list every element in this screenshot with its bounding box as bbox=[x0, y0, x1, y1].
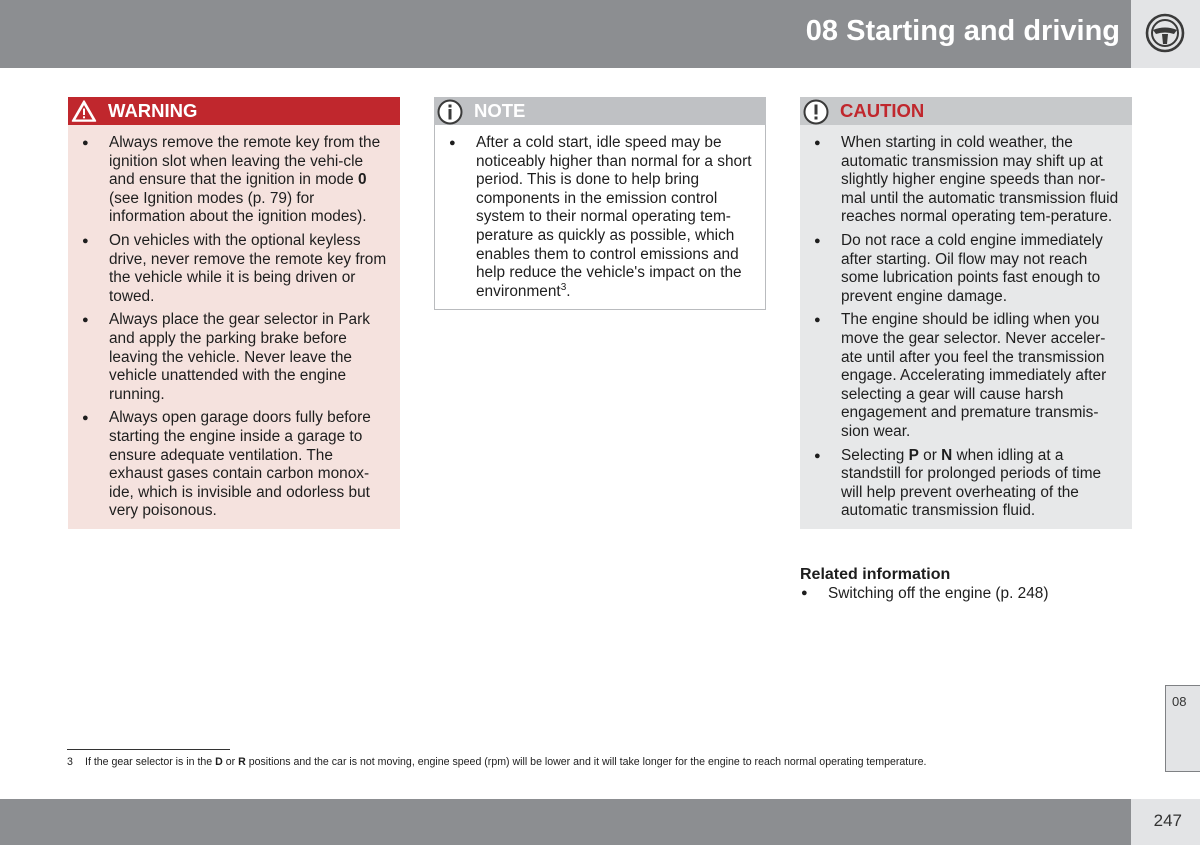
warning-box bbox=[68, 97, 400, 529]
warning-list bbox=[80, 134, 390, 521]
related-link[interactable]: ● Switching off the engine (p. 248) bbox=[800, 584, 1132, 603]
footnote-divider bbox=[67, 749, 230, 750]
warning-title: WARNING bbox=[108, 100, 198, 121]
info-icon bbox=[437, 99, 463, 125]
list-item: ● Always open garage doors fully before starting the engine inside a garage to ensure adequate ventilation. The exhaust gases contain carbon monox-ide, which is invisible and odorless but very poisonous. bbox=[80, 409, 390, 521]
chapter-number: 08 bbox=[1172, 694, 1187, 709]
related-title: Related information bbox=[800, 566, 951, 583]
related-information bbox=[800, 566, 1132, 603]
page-footer bbox=[0, 799, 1200, 845]
note-title: NOTE bbox=[474, 100, 526, 121]
footnote-ref: 3 bbox=[560, 281, 567, 293]
warning-triangle-icon bbox=[71, 99, 97, 123]
list-item: ● On vehicles with the optional keyless drive, never remove the remote key from the vehicle while it is being driven or towed. bbox=[80, 232, 390, 306]
chapter-icon-box bbox=[1131, 0, 1200, 68]
exclamation-icon bbox=[803, 99, 829, 125]
caution-list bbox=[812, 134, 1122, 521]
page-number-box bbox=[1131, 799, 1200, 845]
list-item: ● Always place the gear selector in Park and apply the parking brake before leaving the vehicle. Never leave the vehicle unattended with the engine running. bbox=[80, 311, 390, 404]
footnote: 3 If the gear selector is in the D or R positions and the car is not moving, engine speed (rpm) will be lower and it will take longer for the engine to reach normal operating temperature. bbox=[67, 756, 927, 768]
caution-box bbox=[800, 97, 1132, 529]
note-header bbox=[434, 97, 766, 125]
page-number: 247 bbox=[1153, 811, 1182, 830]
note-list bbox=[447, 134, 755, 301]
caution-title: CAUTION bbox=[840, 100, 925, 121]
footnote-number: 3 bbox=[67, 756, 73, 768]
list-item: ● Selecting P or N when idling at a standstill for prolonged periods of time will help prevent overheating of the automatic transmission fluid. bbox=[812, 447, 1122, 521]
page-header bbox=[0, 0, 1200, 68]
caution-header bbox=[800, 97, 1132, 125]
list-item: ● Always remove the remote key from the ignition slot when leaving the vehi-cle and ensure that the ignition in mode 0 (see Ignition modes (p. 79) for information about the ignition modes). bbox=[80, 134, 390, 227]
list-item: ● Do not race a cold engine immediately after starting. Oil flow may not reach some lubrication points fast enough to prevent engine damage. bbox=[812, 232, 1122, 306]
chapter-side-tab bbox=[1165, 685, 1200, 772]
chapter-title: 08 Starting and driving bbox=[805, 15, 1120, 47]
list-item: ● The engine should be idling when you move the gear selector. Never acceler-ate until after you feel the transmission engage. Accelerating immediately after selecting a gear will cause harsh engagement and premature transmis-sion wear. bbox=[812, 311, 1122, 441]
related-list bbox=[800, 584, 1132, 603]
steering-wheel-icon bbox=[1145, 13, 1185, 53]
warning-header bbox=[68, 97, 400, 125]
note-box bbox=[434, 97, 766, 310]
list-item: ● When starting in cold weather, the automatic transmission may shift up at slightly higher engine speeds than nor-mal until the automatic transmission fluid reaches normal operating tem-perature. bbox=[812, 134, 1122, 227]
list-item: ● After a cold start, idle speed may be noticeably higher than normal for a short period. This is done to help bring components in the emission control system to their normal operating tem-perature as quickly as possible, which enables them to control emissions and help reduce the vehicle's impact on the environment$^3$. bbox=[447, 134, 755, 301]
